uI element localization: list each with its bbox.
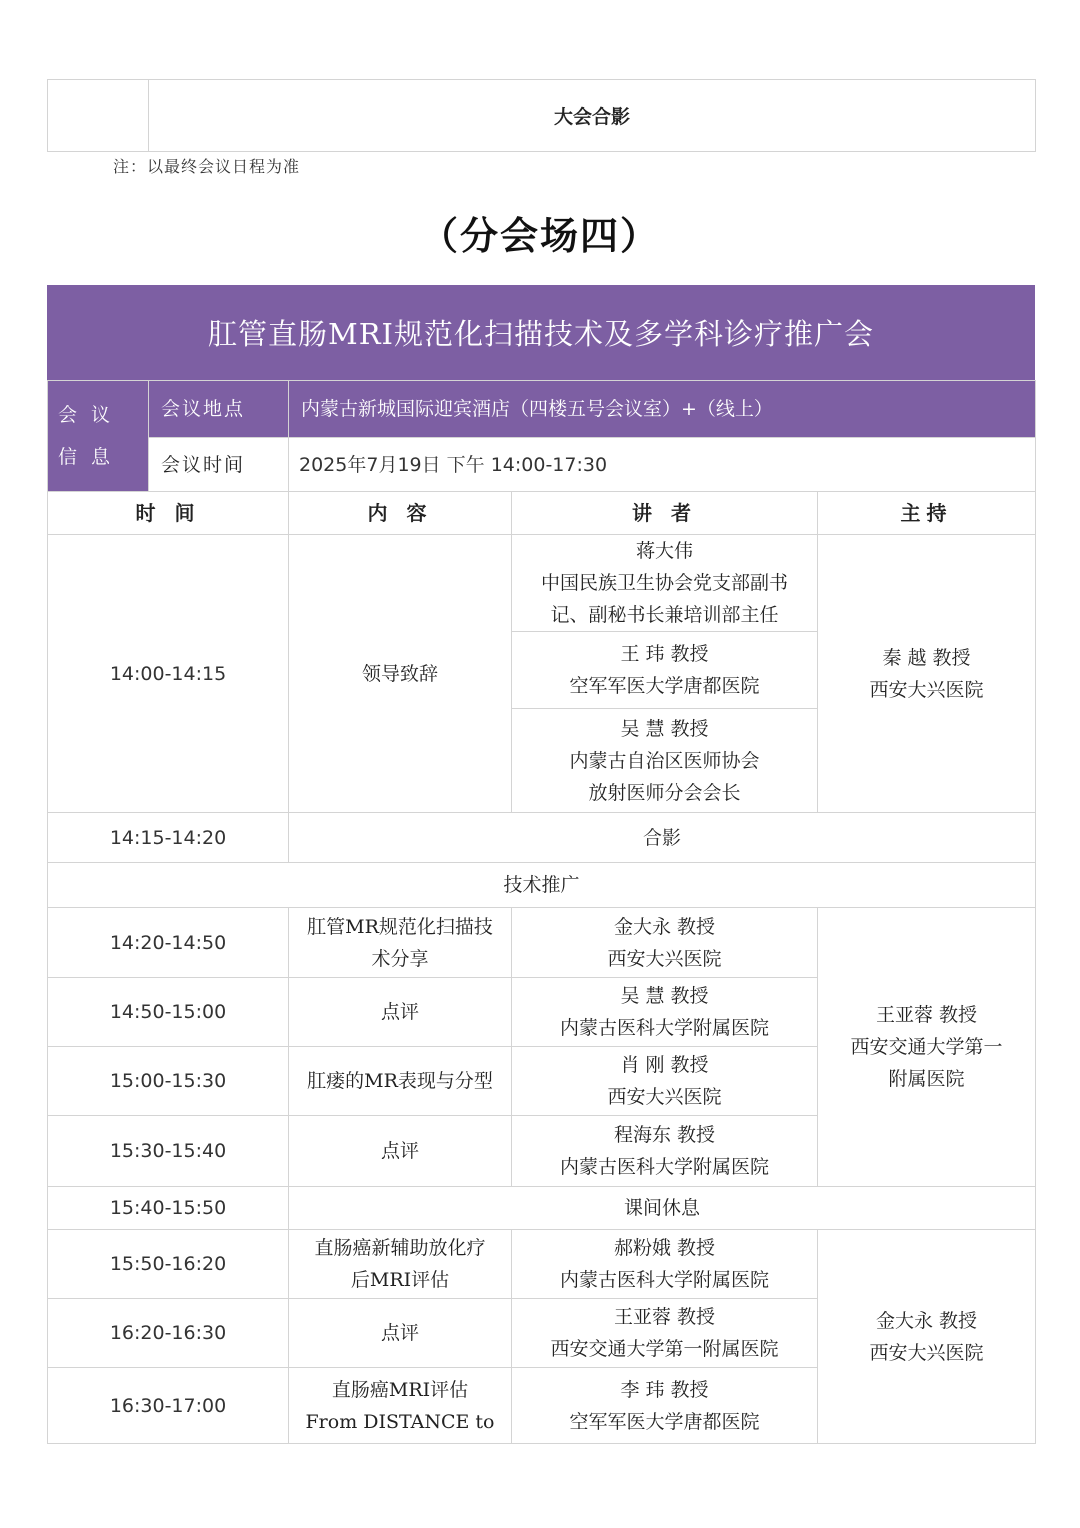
content-cell: 合影	[289, 813, 1036, 863]
time-cell: 15:50-16:20	[48, 1230, 289, 1299]
speaker-cell: 金大永 教授 西安大兴医院	[512, 908, 818, 978]
speaker-cell: 王亚蓉 教授 西安交通大学第一附属医院	[512, 1299, 818, 1368]
speaker-cell: 程海东 教授 内蒙古医科大学附属医院	[512, 1116, 818, 1187]
host-cell: 秦 越 教授 西安大兴医院	[818, 535, 1036, 813]
table-row	[48, 908, 1036, 978]
schedule-table	[47, 380, 1036, 1444]
content-cell: 点评	[289, 1116, 512, 1187]
header-row	[48, 492, 1036, 535]
speaker-cell: 吴 慧 教授 内蒙古自治区医师协会 放射医师分会会长	[512, 709, 818, 813]
content-cell: 点评	[289, 978, 512, 1047]
time-cell: 14:00-14:15	[48, 535, 289, 813]
header-host: 主持	[818, 492, 1036, 535]
speaker-cell: 肖 刚 教授 西安大兴医院	[512, 1047, 818, 1116]
content-cell: 领导致辞	[289, 535, 512, 813]
content-cell: 肛瘘的MR表现与分型	[289, 1047, 512, 1116]
schedule-note: 注：以最终会议日程为准	[113, 157, 301, 176]
top-empty-cell	[48, 80, 149, 152]
table-row	[48, 1230, 1036, 1299]
group-photo-title: 大会合影	[149, 80, 1036, 152]
content-cell: 直肠癌MRI评估 From DISTANCE to	[289, 1368, 512, 1444]
speaker-cell: 郝粉娥 教授 内蒙古医科大学附属医院	[512, 1230, 818, 1299]
time-cell: 14:50-15:00	[48, 978, 289, 1047]
content-cell: 点评	[289, 1299, 512, 1368]
header-speaker: 讲 者	[512, 492, 818, 535]
time-cell: 15:40-15:50	[48, 1187, 289, 1230]
host-cell: 金大永 教授 西安大兴医院	[818, 1230, 1036, 1444]
top-table	[47, 79, 1036, 152]
time-cell: 15:00-15:30	[48, 1047, 289, 1116]
section-row	[48, 863, 1036, 908]
info-venue-row	[48, 381, 1036, 438]
meeting-banner: 肛管直肠MRI规范化扫描技术及多学科诊疗推广会	[47, 285, 1035, 380]
header-time: 时 间	[48, 492, 289, 535]
header-content: 内 容	[289, 492, 512, 535]
time-cell: 14:15-14:20	[48, 813, 289, 863]
top-row	[48, 80, 1036, 152]
session-title: （分会场四）	[419, 213, 660, 258]
venue-label: 会议地点	[149, 381, 289, 438]
speaker-cell: 李 玮 教授 空军军医大学唐都医院	[512, 1368, 818, 1444]
time-cell: 16:30-17:00	[48, 1368, 289, 1444]
content-cell: 课间休息	[289, 1187, 1036, 1230]
host-cell: 王亚蓉 教授 西安交通大学第一 附属医院	[818, 908, 1036, 1187]
info-time-row	[48, 438, 1036, 492]
speaker-cell: 吴 慧 教授 内蒙古医科大学附属医院	[512, 978, 818, 1047]
content-cell: 肛管MR规范化扫描技 术分享	[289, 908, 512, 978]
content-cell: 直肠癌新辅助放化疗 后MRI评估	[289, 1230, 512, 1299]
time-cell: 16:20-16:30	[48, 1299, 289, 1368]
table-row	[48, 1187, 1036, 1230]
speaker-cell: 蒋大伟 中国民族卫生协会党支部副书 记、副秘书长兼培训部主任	[512, 535, 818, 632]
meeting-info-label: 会 议 信 息	[48, 381, 149, 492]
time-label: 会议时间	[149, 438, 289, 492]
time-value: 2025年7月19日 下午 14:00-17:30	[289, 438, 1036, 492]
section-tech-promotion: 技术推广	[48, 863, 1036, 908]
table-row	[48, 813, 1036, 863]
table-row	[48, 535, 1036, 632]
speaker-cell: 王 玮 教授 空军军医大学唐都医院	[512, 632, 818, 709]
time-cell: 14:20-14:50	[48, 908, 289, 978]
venue-value: 内蒙古新城国际迎宾酒店（四楼五号会议室）+（线上）	[289, 381, 1036, 438]
time-cell: 15:30-15:40	[48, 1116, 289, 1187]
